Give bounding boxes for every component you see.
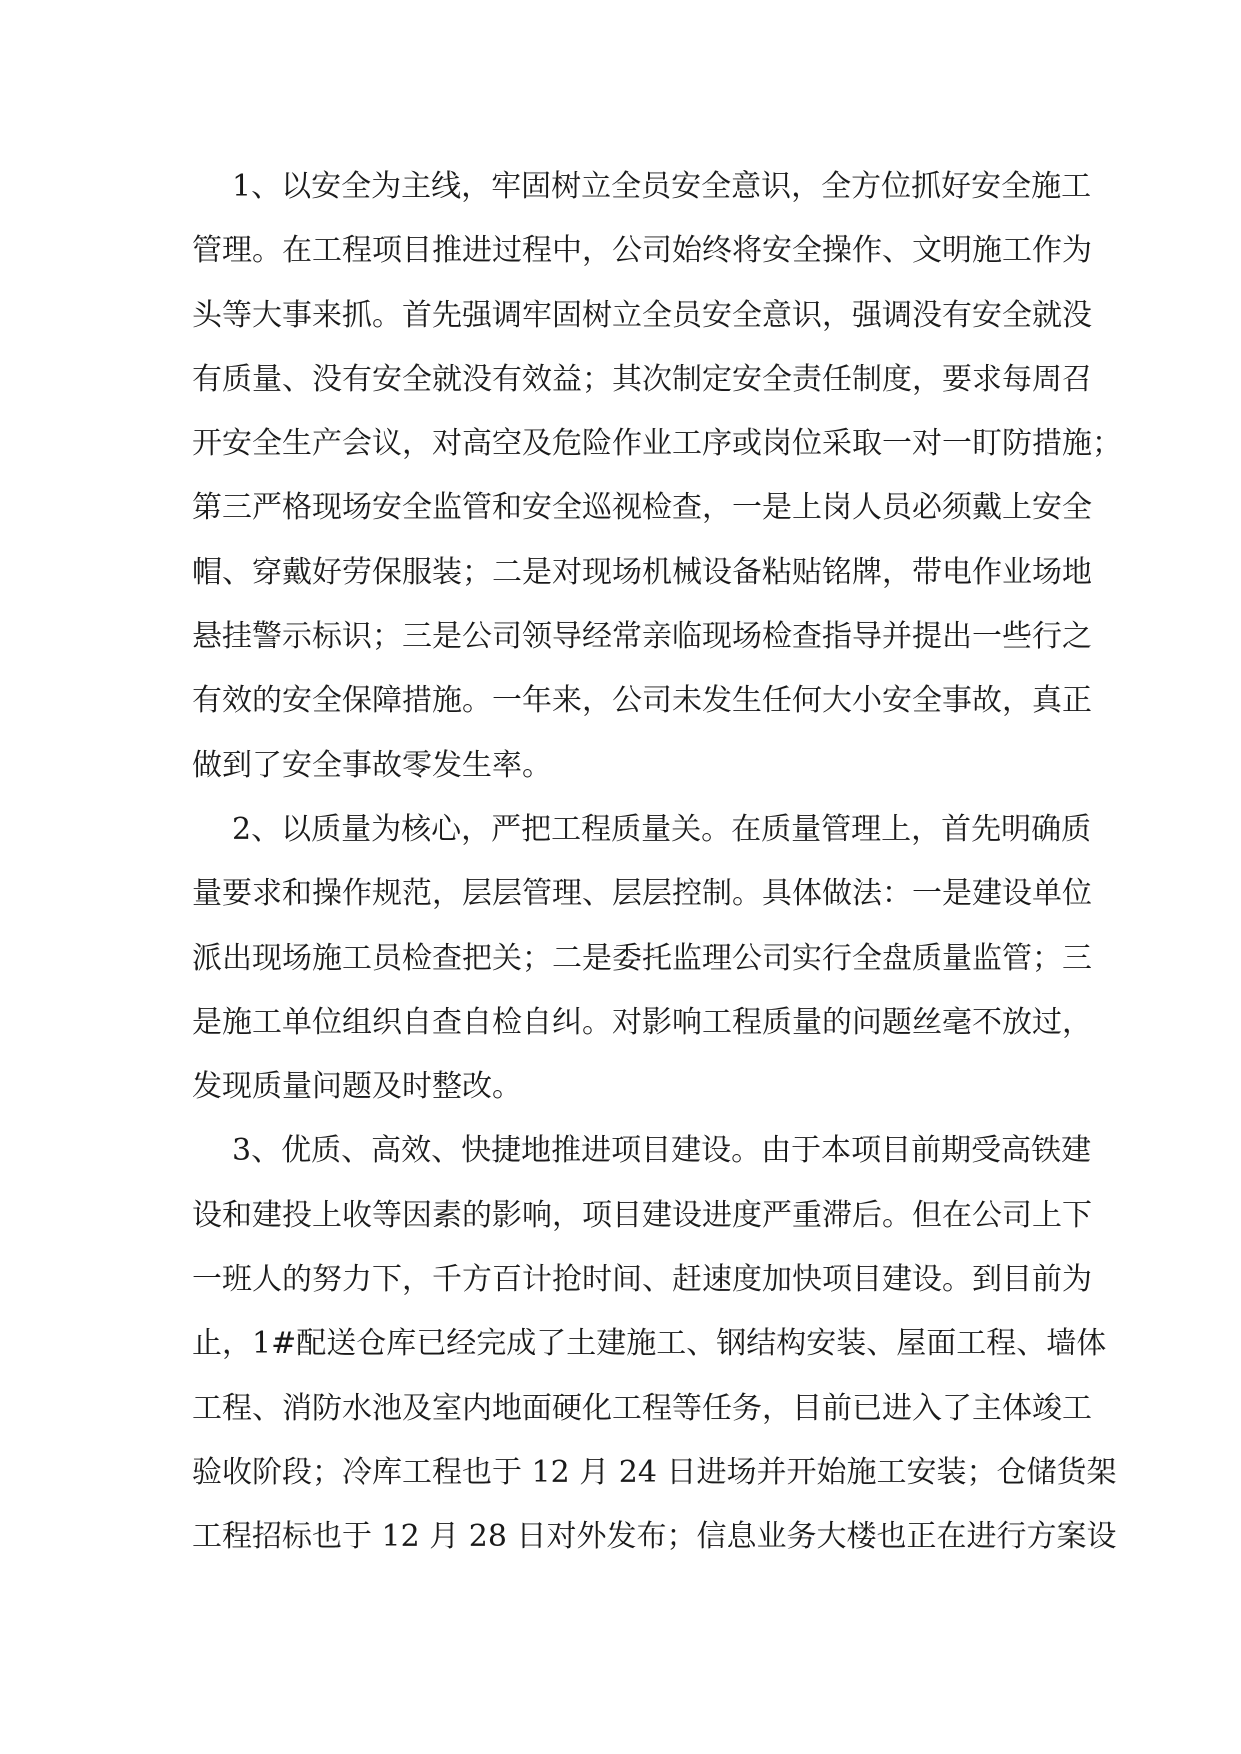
text-line: 1、以安全为主线，牢固树立全员安全意识，全方位抓好安全施工 <box>232 169 1092 204</box>
text-line: 第三严格现场安全监管和安全巡视检查，一是上岗人员必须戴上安全 <box>192 490 1092 526</box>
text-line: 做到了安全事故零发生率。 <box>192 747 552 783</box>
text-line: 设和建投上收等因素的影响，项目建设进度严重滞后。但在公司上下 <box>192 1197 1092 1233</box>
text-line: 工程、消防水池及室内地面硬化工程等任务，目前已进入了主体竣工 <box>192 1390 1092 1426</box>
document-body <box>192 155 1122 1570</box>
text-line: 有效的安全保障措施。一年来，公司未发生任何大小安全事故，真正 <box>192 683 1092 719</box>
paragraph-2 <box>192 798 1092 1119</box>
text-line: 悬挂警示标识；三是公司领导经常亲临现场检查指导并提出一些行之 <box>192 619 1092 655</box>
text-line: 2、以质量为核心，严把工程质量关。在质量管理上，首先明确质 <box>232 811 1092 847</box>
text-line: 量要求和操作规范，层层管理、层层控制。具体做法：一是建设单位 <box>192 876 1092 912</box>
text-line: 发现质量问题及时整改。 <box>192 1069 522 1105</box>
text-line: 是施工单位组织自查自检自纠。对影响工程质量的问题丝毫不放过， <box>192 1004 1092 1040</box>
text-line: 开安全生产会议，对高空及危险作业工序或岗位采取一对一盯防措施； <box>192 426 1122 462</box>
paragraph-3 <box>192 1119 1117 1569</box>
text-line: 3、优质、高效、快捷地推进项目建设。由于本项目前期受高铁建 <box>232 1133 1092 1169</box>
text-line: 止，1#配送仓库已经完成了土建施工、钢结构安装、屋面工程、墙体 <box>192 1326 1107 1362</box>
paragraph-1 <box>192 155 1122 798</box>
text-line: 管理。在工程项目推进过程中，公司始终将安全操作、文明施工作为 <box>192 233 1092 269</box>
text-line: 一班人的努力下，千方百计抢时间、赶速度加快项目建设。到目前为 <box>192 1262 1092 1298</box>
text-line: 头等大事来抓。首先强调牢固树立全员安全意识，强调没有安全就没 <box>192 297 1092 333</box>
text-line: 帽、穿戴好劳保服装；二是对现场机械设备粘贴铭牌，带电作业场地 <box>192 554 1092 590</box>
text-line: 工程招标也于 12 月 28 日对外发布；信息业务大楼也正在进行方案设 <box>192 1519 1117 1555</box>
text-line: 有质量、没有安全就没有效益；其次制定安全责任制度，要求每周召 <box>192 361 1092 397</box>
text-line: 派出现场施工员检查把关；二是委托监理公司实行全盘质量监管；三 <box>192 940 1092 976</box>
text-line: 验收阶段；冷库工程也于 12 月 24 日进场并开始施工安装；仓储货架 <box>192 1454 1117 1490</box>
